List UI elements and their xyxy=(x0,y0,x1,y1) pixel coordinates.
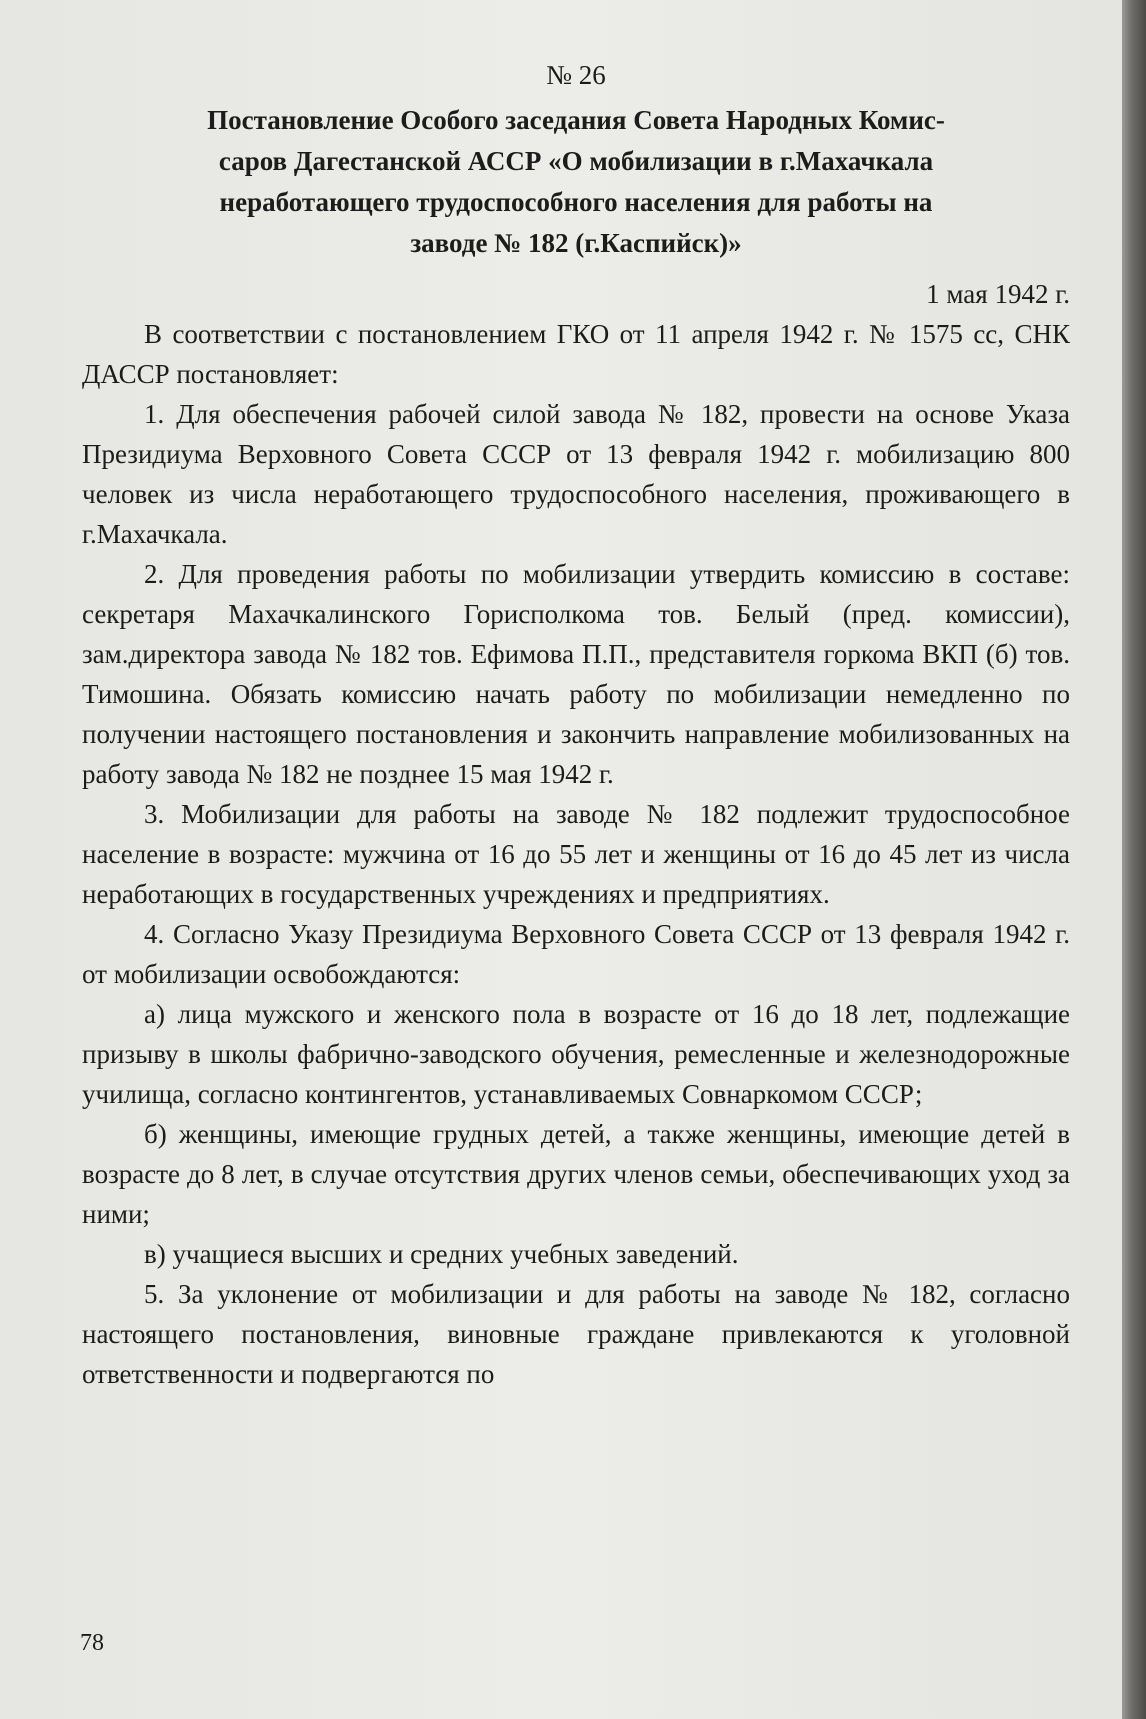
paragraph-item-2: 2. Для проведения работы по мобилизации утвердить комиссию в составе: секретаря Махачкалинского Горисполкома тов. Белый (пред. комиссии), зам.директора завода № 182 тов. Ефимова П.П., представителя горкома ВКП (б) тов. Тимошина. Обязать комиссию начать работу по мобилизации немедленно по получении настоящего постановления и закончить направление мобилизованных на работу завода № 182 не позднее 15 мая 1942 г. xyxy=(82,559,1070,789)
book-spine-shadow xyxy=(1122,0,1146,1719)
paragraph-subitem-b: б) женщины, имеющие грудных детей, а также женщины, имеющие детей в возрасте до 8 лет, в случае отсутствия других членов семьи, обеспечивающих уход за ними; xyxy=(82,1119,1070,1229)
paragraph-subitem-a: а) лица мужского и женского пола в возрасте от 16 до 18 лет, подлежащие призыву в школы фабрично-заводского обучения, ремесленные и железнодорожные училища, согласно контингентов, устанавливаемых Совнаркомом СССР; xyxy=(82,999,1070,1109)
paragraph-item-5: 5. За уклонение от мобилизации и для работы на заводе № 182, согласно настоящего постановления, виновные граждане привлекаются к уголовной ответственности и подвергаются по xyxy=(82,1279,1070,1389)
paragraph-subitem-v: в) учащиеся высших и средних учебных заведений. xyxy=(144,1239,739,1269)
paragraph-item-1: 1. Для обеспечения рабочей силой завода № 182, провести на основе Указа Президиума Верховного Совета СССР от 13 февраля 1942 г. мобилизацию 800 человек из числа неработающего трудоспособного населения, проживающего в г.Махачкала. xyxy=(82,399,1070,549)
title-line: заводе № 182 (г.Каспийск)» xyxy=(410,228,742,258)
title-line: неработающего трудоспособного населения для работы на xyxy=(219,187,933,217)
page-number: 78 xyxy=(80,1630,104,1656)
paragraph-item-3: 3. Мобилизации для работы на заводе № 182 подлежит трудоспособное население в возрасте: мужчина от 16 до 55 лет и женщины от 16 до 45 лет из числа неработающих в государственных учреждениях и предприятиях. xyxy=(82,799,1070,909)
paragraph-preamble: В соответствии с постановлением ГКО от 11 апреля 1942 г. № 1575 сс, СНК ДАССР постановляет: xyxy=(82,319,1070,389)
title-line: саров Дагестанской АССР «О мобилизации в г.Махачкала xyxy=(218,146,934,176)
document-date: 1 мая 1942 г. xyxy=(926,279,1070,309)
title-line: Постановление Особого заседания Совета Народных Комис- xyxy=(207,105,945,135)
document-title xyxy=(100,100,1052,264)
document-body xyxy=(82,56,1070,1394)
document-number: № 26 xyxy=(546,60,606,90)
paragraph-item-4: 4. Согласно Указу Президиума Верховного Совета СССР от 13 февраля 1942 г. от мобилизации освобождаются: xyxy=(82,919,1070,989)
